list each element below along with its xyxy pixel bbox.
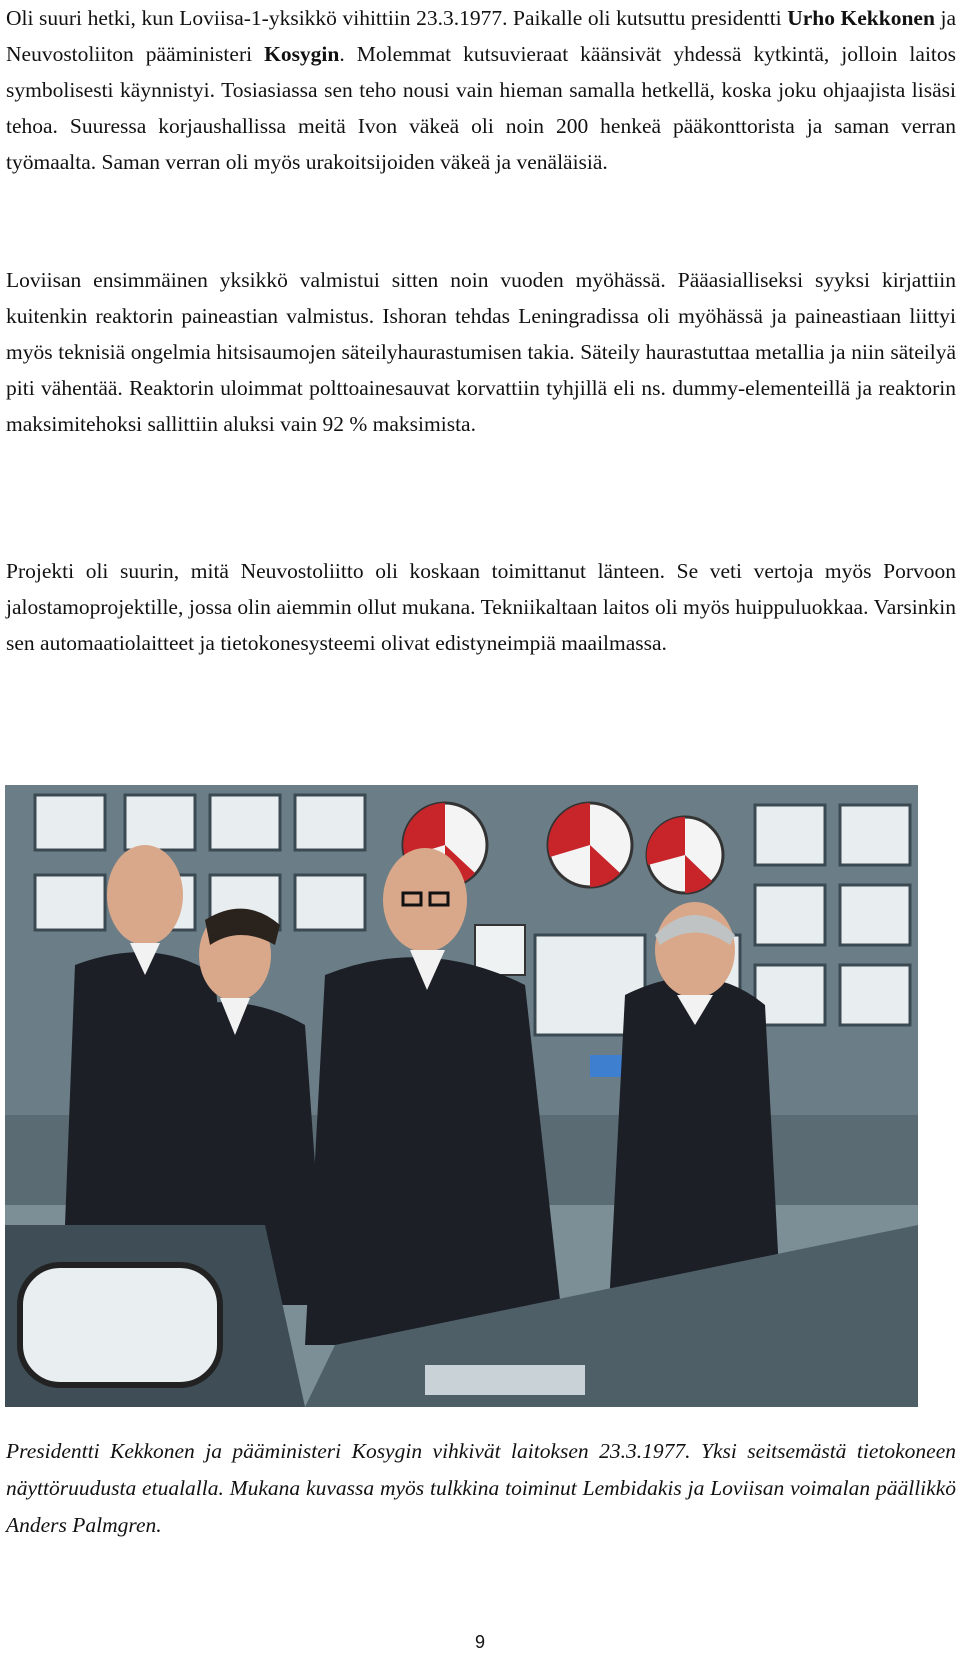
bold-name-kekkonen: Urho Kekkonen: [787, 6, 935, 30]
photo-caption: Presidentti Kekkonen ja pääministeri Kosygin vihkivät laitoksen 23.3.1977. Yksi seitsemästä tietokoneen näyttöruudusta etualalla. Mukana kuvassa myös tulkkina toiminut Lembidakis ja Loviisan voimalan päällikkö Anders Palmgren.: [6, 1439, 956, 1537]
page-number: 9: [474, 1632, 485, 1652]
paragraph-text: . Molemmat kutsuvieraat käänsivät yhdessä kytkintä, jolloin laitos symbolisesti käynnistyi. Tosiasiassa sen teho nousi vain hieman samalla hetkellä, koska joku ohjaajista lisäsi tehoa. Suuressa korjaushallissa meitä Ivon väkeä oli noin 200 henkeä pääkonttorista ja saman verran työmaalta. Saman verran oli myös urakoitsijoiden väkeä ja venäläisiä.: [6, 42, 957, 174]
paragraph-text: ja Neuvostoliiton pääministeri: [6, 6, 956, 66]
paragraph-project: Projekti oli suurin, mitä Neuvostoliitto oli koskaan toimittanut länteen. Se veti vertoja myös Porvoon jalostamoprojektille, jossa olin aiemmin ollut mukana. Tekniikaltaan laitos oli myös huippuluokkaa. Varsinkin sen automaatiolaitteet ja tietokonesysteemi olivat edistyneimpiä maailmassa.: [6, 559, 956, 655]
bold-name-kosygin: Kosygin: [264, 42, 340, 66]
paragraph-text: Oli suuri hetki, kun Loviisa-1-yksikkö vihittiin 23.3.1977. Paikalle oli kutsuttu presidentti: [6, 6, 788, 30]
paragraph-delay: Loviisan ensimmäinen yksikkö valmistui sitten noin vuoden myöhässä. Pääasialliseksi syyksi kirjattiin kuitenkin reaktorin paineastian valmistus. Ishoran tehdas Leningradissa oli myöhässä ja paineastiaan liittyi myös teknisiä ongelmia hitsisaumojen säteilyhaurastumisen takia. Säteily haurastuttaa metallia ja niin säteilyä piti vähentää. Reaktorin uloimmat polttoainesauvat korvattiin tyhjillä eli ns. dummy-elementeillä ja reaktorin maksimitehoksi sallittiin aluksi vain 92 % maksimista.: [6, 268, 956, 436]
paragraph-inauguration: [6, 0, 956, 180]
control-room-photo: [5, 785, 918, 1407]
